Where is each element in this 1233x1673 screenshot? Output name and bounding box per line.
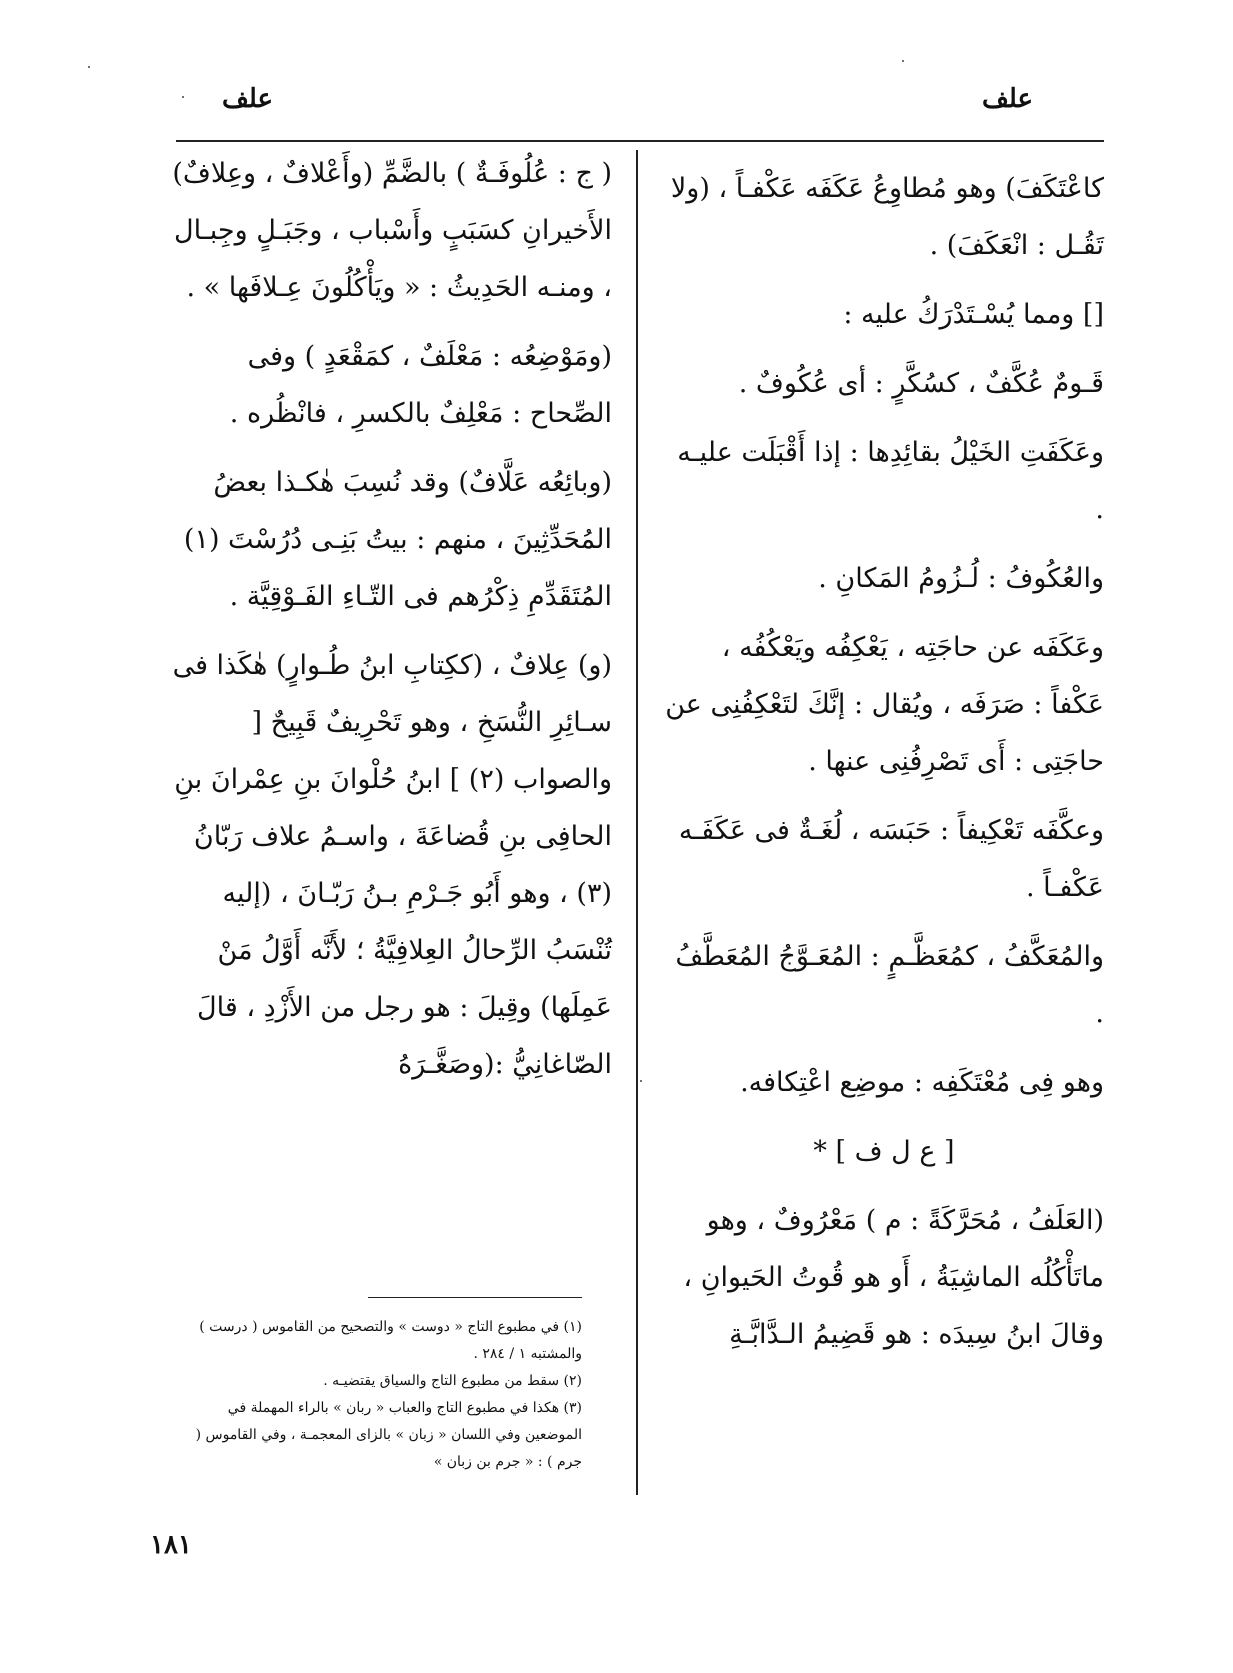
paragraph: (ومَوْضِعُه : مَعْلَفٌ ، كمَقْعَدٍ ) وفى الصِّحاح : مَعْلِفٌ بالكسرِ ، فانْظُره . (229, 341, 612, 429)
page-number: ١٨١ (150, 1530, 192, 1560)
footnote: (٢) سقط من مطبوع التاج والسياق يقتضيـه . (323, 1373, 582, 1389)
paragraph: ( ج : عُلُوفَـةٌ ) بالضَّمِّ (وأَعْلافٌ ، وعِلافٌ) الأَخيرانِ كسَبَبٍ وأَسْباب ، وجَبَـلٍ وجِبـال ، ومنـه الحَدِيثُ : « ويَأْكُلُونَ عِـلافَها » . (172, 158, 612, 303)
running-head-right: علف (981, 84, 1033, 114)
paragraph: وعكَّفَه تَعْكِيفاً : حَبَسَه ، لُغَـةٌ فى عَكَفَـه عَكْفـاً . (678, 815, 1104, 903)
column-divider (636, 150, 638, 1495)
left-column (172, 145, 612, 1105)
paragraph: (وبائِعُه عَلَّافٌ) وقد نُسِبَ هٰكـذا بعضُ المُحَدِّثِينَ ، منهم : بيتُ بَنِـى دُرُسْتَ (١) المُتَقَدِّمِ ذِكْرُهم فى التّـاءِ الفَـوْقِيَّة . (183, 467, 612, 612)
scan-speck (88, 66, 90, 68)
paragraph: [] ومما يُسْـتَدْرَكُ عليه : (843, 299, 1104, 330)
footnote: (١) في مطبوع التاج « دوست » والتصحيح من القاموس ( درست ) والمشتبه ١ / ٢٨٤ . (199, 1319, 582, 1362)
paragraph: كاعْتَكَفَ) وهو مُطاوِعُ عَكَفَه عَكْفـاً ، (ولا تَقُـل : انْعَكَفَ) . (670, 173, 1104, 261)
paragraph: والمُعَكَّفُ ، كمُعَظَّـمٍ : المُعَـوَّجُ المُعَطَّفُ . (675, 941, 1104, 1029)
scan-speck (902, 60, 904, 62)
paragraph: وعَكَفَه عن حاجَتِه ، يَعْكِفُه ويَعْكُفُه ، عَكْفاً : صَرَفَه ، ويُقال : إنَّكَ لتَعْكِفُنِى عن حاجَتِى : أَى تَصْرِفُنِى عنها . (665, 632, 1104, 777)
footnotes (172, 1314, 582, 1476)
paragraph: والعُكُوفُ : لُـزُومُ المَكانِ . (818, 563, 1104, 594)
paragraph: وهو فِى مُعْتَكَفِه : موضِع اعْتِكافه. (740, 1067, 1104, 1098)
paragraph: قَـومٌ عُكَّفٌ ، كسُكَّرٍ : أى عُكُوفٌ . (738, 368, 1104, 399)
entry-heading: [ ع ل ف ] * (813, 1136, 955, 1167)
paragraph: وعَكَفَتِ الخَيْلُ بقائِدِها : إذا أَقْبَلَت عليـه . (677, 437, 1104, 525)
paragraph: (العَلَفُ ، مُحَرَّكَةً : م ) مَعْرُوفٌ ، وهو ماتَأْكُلُه الماشِيَةُ ، أَو هو قُوتُ الحَيوانِ ، وقالَ ابنُ سِيدَه : هو قَضِيمُ الـدَّابَّـةِ (683, 1205, 1104, 1350)
right-column (664, 160, 1104, 1375)
scan-speck (640, 1080, 642, 1082)
footnote-rule (368, 1297, 582, 1298)
scan-speck (182, 96, 184, 98)
footnote: (٣) هكذا في مطبوع التاج والعباب « ربان » بالراء المهملة في الموضعين وفي اللسان « زبان » بالزاى المعجمـة ، وفي القاموس ( جرم ) : « جرم بن زبان » (195, 1400, 582, 1470)
running-head-left: علف (222, 84, 274, 114)
header-rule (176, 140, 1104, 142)
paragraph: (و) عِلافٌ ، (ككِتابِ ابنُ طُـوارٍ) هٰكَذا فى سـائِرِ النُّسَخِ ، وهو تَحْرِيفٌ قَبِيحٌ [ والصواب (٢) ] ابنُ حُلْوانَ بنِ عِمْرانَ بنِ الحافِى بنِ قُضاعَةَ ، واسـمُ علاف رَبّانُ (٣) ، وهو أَبُو جَـرْمِ بـنُ رَبّـانَ ، (إليه تُنْسَبُ الرِّحالُ العِلافِيَّةُ ؛ لأَنَّه أَوَّلُ مَنْ عَمِلَها) وقِيلَ : هو رجل من الأَزْدِ ، قالَ الصّاغانِيُّ :(وصَغَّـرَهُ (172, 650, 612, 1080)
